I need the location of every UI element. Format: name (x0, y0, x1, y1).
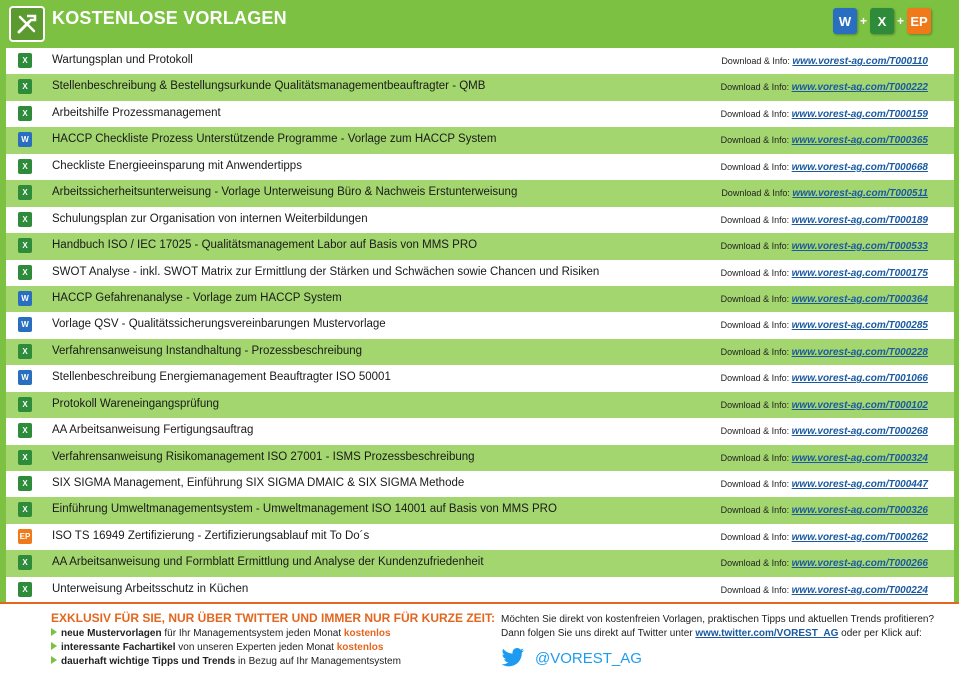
template-title: Handbuch ISO / IEC 17025 - Qualitätsmanagement Labor auf Basis von MMS PRO (52, 239, 478, 252)
list-item (6, 497, 954, 523)
twitter-handle: @VOREST_AG (535, 649, 642, 667)
plus-sign: + (896, 14, 904, 28)
template-title: AA Arbeitsanweisung und Formblatt Ermittlung und Analyse der Kundenzufriedenheit (52, 556, 484, 569)
template-title: Unterweisung Arbeitsschutz in Küchen (52, 582, 249, 595)
plus-sign: + (859, 14, 867, 28)
word-icon: W (18, 370, 32, 385)
list-item (6, 101, 954, 127)
download-link[interactable]: www.vorest-ag.com/T000262 (791, 531, 928, 543)
tools-icon (9, 6, 45, 42)
template-title: Schulungsplan zur Organisation von internen Weiterbildungen (52, 212, 368, 225)
excel-icon: X (870, 8, 894, 34)
template-title: Wartungsplan und Protokoll (52, 54, 193, 66)
app-icons (833, 8, 931, 34)
excel-icon: X (18, 106, 32, 121)
footer-promo (51, 611, 495, 667)
download-info: Download & Info: www.vorest-ag.com/T000102 (720, 399, 928, 411)
download-info: Download & Info: www.vorest-ag.com/T000326 (720, 505, 928, 517)
word-icon: W (18, 291, 32, 306)
template-title: Verfahrensanweisung Instandhaltung - Prozessbeschreibung (52, 344, 363, 357)
list-item (6, 445, 954, 471)
template-title: Protokoll Wareneingangsprüfung (52, 397, 220, 410)
excel-icon: X (18, 555, 32, 570)
bullet-icon (51, 628, 57, 636)
list-item (6, 286, 954, 312)
download-info: Download & Info: www.vorest-ag.com/T000262 (720, 531, 928, 543)
download-info: Download & Info: www.vorest-ag.com/T000110 (721, 56, 928, 67)
header-bar (0, 0, 959, 46)
list-item (6, 339, 954, 365)
excel-icon: X (18, 423, 32, 438)
list-item (6, 207, 954, 233)
excel-icon: X (18, 159, 32, 174)
template-title: SWOT Analyse - inkl. SWOT Matrix zur Ermittlung der Stärken und Schwächen sowie Chancen und Risiken (52, 265, 600, 278)
download-link[interactable]: www.vorest-ag.com/T000110 (792, 56, 928, 67)
list-item (6, 260, 954, 286)
template-title: Checkliste Energieeinsparung mit Anwendertipps (52, 159, 302, 172)
download-link[interactable]: www.vorest-ag.com/T000175 (791, 267, 928, 279)
template-title: HACCP Gefahrenanalyse - Vorlage zum HACCP System (52, 291, 342, 304)
word-icon: W (833, 8, 857, 34)
download-link[interactable]: www.vorest-ag.com/T000222 (791, 82, 928, 94)
download-info: Download & Info: www.vorest-ag.com/T000285 (720, 320, 928, 332)
download-link[interactable]: www.vorest-ag.com/T000285 (791, 320, 928, 332)
twitter-intro: Möchten Sie direkt von kostenfreien Vorlagen, praktischen Tipps und aktuellen Trends profitieren? (501, 614, 935, 625)
download-link[interactable]: www.vorest-ag.com/T000511 (792, 188, 928, 200)
download-info: Download & Info: www.vorest-ag.com/T000268 (720, 426, 928, 438)
download-link[interactable]: www.vorest-ag.com/T000102 (791, 399, 928, 411)
download-info: Download & Info: www.vorest-ag.com/T000189 (720, 214, 928, 226)
list-item (6, 418, 954, 444)
download-info: Download & Info: www.vorest-ag.com/T000511 (721, 188, 928, 200)
excel-icon: X (18, 238, 32, 253)
download-info: Download & Info: www.vorest-ag.com/T000222 (720, 82, 928, 94)
twitter-info (501, 613, 934, 641)
download-info: Download & Info: www.vorest-ag.com/T000668 (720, 161, 928, 173)
download-link[interactable]: www.vorest-ag.com/T000159 (791, 108, 928, 120)
template-title: Stellenbeschreibung Energiemanagement Beauftragter ISO 50001 (52, 371, 391, 384)
list-item (6, 48, 954, 74)
promo-item: interessante Fachartikel von unseren Experten jeden Monat kostenlos (51, 642, 495, 653)
template-title: Stellenbeschreibung & Bestellungsurkunde Qualitätsmanagementbeauftragter - QMB (52, 80, 486, 93)
list-item (6, 471, 954, 497)
download-info: Download & Info: www.vorest-ag.com/T000365 (720, 135, 928, 147)
mmp-icon: EP (18, 529, 32, 544)
list-item (6, 312, 954, 338)
mmp-icon: EP (907, 8, 931, 34)
excel-icon: X (18, 476, 32, 491)
excel-icon: X (18, 450, 32, 465)
template-title: ISO TS 16949 Zertifizierung - Zertifizierungsablauf mit To Do´s (52, 529, 370, 542)
list-item (6, 365, 954, 391)
excel-icon: X (18, 344, 32, 359)
download-info: Download & Info: www.vorest-ag.com/T000324 (720, 452, 928, 464)
excel-icon: X (18, 582, 32, 597)
list-item (6, 233, 954, 259)
list-item (6, 180, 954, 206)
download-link[interactable]: www.vorest-ag.com/T000266 (791, 558, 928, 570)
download-link[interactable]: www.vorest-ag.com/T000365 (791, 135, 928, 147)
template-title: Arbeitshilfe Prozessmanagement (52, 106, 221, 119)
download-link[interactable]: www.vorest-ag.com/T000189 (791, 214, 928, 226)
download-info: Download & Info: www.vorest-ag.com/T000447 (720, 479, 928, 490)
download-info: Download & Info: www.vorest-ag.com/T000159 (720, 108, 928, 120)
list-item (6, 74, 954, 100)
template-title: HACCP Checkliste Prozess Unterstützende Programme - Vorlage zum HACCP System (52, 133, 497, 146)
bullet-icon (51, 642, 57, 650)
list-item (6, 524, 954, 550)
word-icon: W (18, 132, 32, 147)
download-link[interactable]: www.vorest-ag.com/T000228 (791, 346, 928, 358)
bullet-icon (51, 656, 57, 664)
download-info: Download & Info: www.vorest-ag.com/T000228 (720, 346, 928, 358)
twitter-link[interactable]: www.twitter.com/VOREST_AG (695, 628, 839, 639)
excel-icon: X (18, 53, 32, 68)
list-item (6, 550, 954, 576)
download-info: Download & Info: www.vorest-ag.com/T000224 (720, 584, 928, 596)
list-item (6, 154, 954, 180)
excel-icon: X (18, 265, 32, 280)
download-link[interactable]: www.vorest-ag.com/T000447 (791, 479, 928, 490)
excel-icon: X (18, 502, 32, 517)
excel-icon: X (18, 397, 32, 412)
promo-item: dauerhaft wichtige Tipps und Trends in Bezug auf Ihr Managementsystem (51, 656, 495, 667)
download-info: Download & Info: www.vorest-ag.com/T000533 (720, 241, 928, 253)
template-title: Vorlage QSV - Qualitätssicherungsvereinbarungen Mustervorlage (52, 318, 386, 331)
twitter-follow: Dann folgen Sie uns direkt auf Twitter unter www.twitter.com/VOREST_AG oder per Klick auf: (501, 628, 922, 639)
download-link[interactable]: www.vorest-ag.com/T000324 (791, 452, 928, 464)
excel-icon: X (18, 212, 32, 227)
download-link[interactable]: www.vorest-ag.com/T000533 (791, 241, 928, 253)
download-link[interactable]: www.vorest-ag.com/T000224 (791, 584, 928, 596)
template-title: Verfahrensanweisung Risikomanagement ISO 27001 - ISMS Prozessbeschreibung (52, 450, 475, 463)
download-info: Download & Info: www.vorest-ag.com/T000266 (720, 558, 928, 570)
template-list (6, 48, 954, 603)
template-title: Arbeitssicherheitsunterweisung - Vorlage Unterweisung Büro & Nachweis Erstunterweisung (52, 186, 518, 199)
list-item (6, 392, 954, 418)
download-info: Download & Info: www.vorest-ag.com/T000364 (720, 293, 928, 305)
promo-item: neue Mustervorlagen für Ihr Managementsystem jeden Monat kostenlos (51, 628, 495, 639)
list-item (6, 577, 954, 603)
template-title: AA Arbeitsanweisung Fertigungsauftrag (52, 424, 254, 437)
download-info: Download & Info: www.vorest-ag.com/T001066 (720, 373, 928, 385)
twitter-handle-button[interactable] (501, 648, 642, 668)
download-info: Download & Info: www.vorest-ag.com/T000175 (720, 267, 928, 279)
excel-icon: X (18, 79, 32, 94)
download-link[interactable]: www.vorest-ag.com/T000364 (791, 293, 928, 305)
twitter-bird-icon (501, 648, 525, 668)
download-link[interactable]: www.vorest-ag.com/T000668 (791, 161, 928, 173)
download-link[interactable]: www.vorest-ag.com/T001066 (791, 373, 928, 385)
footer (0, 602, 959, 680)
template-title: Einführung Umweltmanagementsystem - Umweltmanagement ISO 14001 auf Basis von MMS PRO (52, 503, 557, 516)
download-link[interactable]: www.vorest-ag.com/T000268 (791, 426, 928, 438)
promo-headline: EXKLUSIV FÜR SIE, NUR ÜBER TWITTER UND IMMER NUR FÜR KURZE ZEIT: (51, 611, 495, 625)
word-icon: W (18, 317, 32, 332)
excel-icon: X (18, 185, 32, 200)
download-link[interactable]: www.vorest-ag.com/T000326 (791, 505, 928, 517)
list-item (6, 127, 954, 153)
page-title: KOSTENLOSE VORLAGEN (52, 8, 287, 28)
template-title: SIX SIGMA Management, Einführung SIX SIGMA DMAIC & SIX SIGMA Methode (52, 477, 465, 489)
